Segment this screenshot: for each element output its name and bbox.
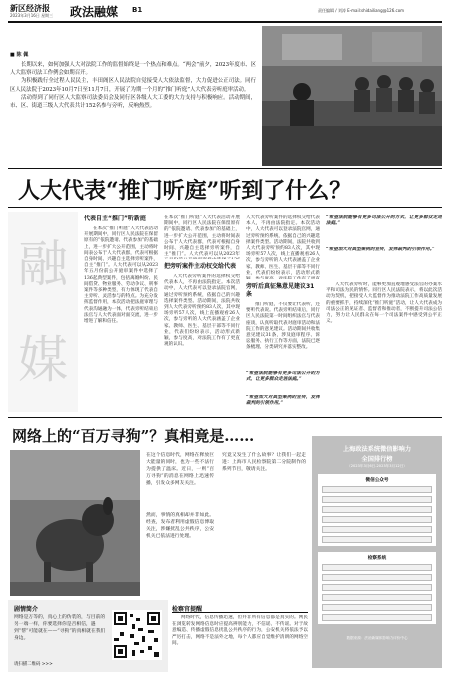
article-column-3 bbox=[246, 215, 320, 412]
article-text: 人大代表旁听案件的选择权交给代表本人，不再由法院指定。本次活动中，人大代表可以登录法院官网，通过旁听预约系统，依据自己的兴趣选择案件类型。活动期间，法院共收到人大代表旁听预约83人次，其中现场旁听57人次，线上直播观看26人次，参与旁听的人大代表涵盖了企业家、教师、医生、基层干部等不同行业，代表们纷纷表示，活动形式新颖，参与度高，对法院工作有了更直观的认识。 bbox=[164, 274, 240, 348]
ranking-table-title: 检察系统 bbox=[367, 556, 387, 561]
side-art bbox=[8, 212, 78, 412]
date-line: 2023年3月16日 星期三 bbox=[10, 13, 54, 18]
lead-paragraph: 为积极践行全过程人民民主，丰田阁区人民法院自觉接受人大依法监督，大力促进公正司法。同行区人民法院于2023年10月7日至11月7日，开展了为期一个月的“推门听庭”人大代表旁听庭审活动。 bbox=[10, 78, 256, 93]
ranking-table-title: 微信公众号 bbox=[365, 478, 389, 483]
ranking-row bbox=[322, 496, 432, 503]
article-column-2 bbox=[164, 215, 240, 412]
qr-code[interactable] bbox=[112, 610, 162, 660]
reminder-rule bbox=[172, 612, 308, 613]
article-text: 在本次“推门听庭”人大代表活动开展期间中，同行区人民法院在保留原有的“依院邀请、代表参加”的基础上，进一步扩大公开范围，主动将时间表公布于人大代表群，代表可根据自身时间、兴趣自主选择旁听案件，自主“推门”。人大代表可以从2023年 bbox=[164, 215, 240, 258]
ad-title: 全国排行榜 bbox=[361, 456, 393, 463]
synopsis-title: 剧情简介 bbox=[14, 606, 39, 613]
synopsis-footer: 请扫描二维码 >>> bbox=[14, 662, 53, 667]
ranking-row bbox=[322, 584, 432, 591]
ranking-ad bbox=[312, 436, 442, 668]
ranking-row bbox=[322, 526, 432, 533]
pull-quote: “希望法院能够有更多司法公开的方式，让更多群众走进法庭。” bbox=[326, 215, 442, 227]
page-number: B1 bbox=[132, 6, 143, 14]
ad-footer: 数据来源：法治新媒体影响力评价中心 bbox=[346, 636, 408, 640]
section-divider bbox=[8, 417, 442, 418]
ranking-row bbox=[322, 536, 432, 543]
article-text: 在本次“推门听庭”人大代表活动开展期间中，同行区人民法院在保留原有的“依院邀请、代表参加”的基础上，进一步扩大公开范围，主动将时间表公布于人大代表群，代表可根据自身时间、兴趣自主选择旁听案件，自主“推门”。人大代表可以从2023年五月份前公开庭审案件中选择了136起典型案件，包括离婚纠纷、民间借贷、物业服务、劳动争议、刑事案件等多种类型，有力体现了代表自主旁听、灵活参与的特点。为充分发挥监督作用，本次活动把法庭审理与代表沟通融为一体，代表旁听结束后法官与人大代表面对面交流，进一步增进了解和信任。 bbox=[84, 226, 158, 325]
synopsis-text: 网络是万等的，真心上的伪装的，与目前的另一端一样，你要选择你是否相信，遇到“帮”可能就在——“寻狗”的真相就在我们身边。 bbox=[14, 615, 106, 641]
ranking-row bbox=[322, 604, 432, 611]
dog-photo bbox=[10, 450, 140, 596]
ranking-row bbox=[322, 516, 432, 523]
lead-text bbox=[10, 61, 256, 165]
lead-paragraph: 长期以来，如何加强人大对法院工作的监督始终是一个热点和难点。“两会”前夕，2023年度市、区人大监察司法工作例会如期召开。 bbox=[10, 62, 256, 77]
header-rule bbox=[8, 21, 442, 23]
ranking-row bbox=[322, 506, 432, 513]
article-text: 推门听庭，不仅要让代表听，还要听代表说。代表旁听结束后，同行区人民法院第一时间组织法官与代表座谈，认真听取代表对庭审活动和法院工作的意见建议。活动期间共收集意见建议31条，涉及庭审程序、诉讼服务、执行工作等方面，法院已逐条梳理、分类研究并落实整改。 bbox=[246, 302, 320, 351]
ranking-row bbox=[322, 594, 432, 601]
side-art-char: 融 bbox=[18, 235, 68, 293]
headline-rule-bottom bbox=[8, 207, 442, 208]
prosecutor-reminder bbox=[172, 600, 308, 672]
subsection-title: 代表自主“推门”听新庭 bbox=[84, 215, 146, 222]
pull-quote: “希望加大对典型案例的宣传，发挥裁判的引领作用。” bbox=[246, 395, 320, 407]
side-art-char: 媒 bbox=[18, 331, 68, 389]
second-story-text: 然而，事情的真相却并非如此。经查，发布者利用虚假信息博取关注，涉嫌扰乱公共秩序，公安机关已依法进行处理。 bbox=[146, 513, 214, 539]
article-text: 人大代表旁听时，能够更加直观地感受法官的办案水平和司法为民的情怀。同行区人民法院表示，将以此次活动为契机，把接受人大监督作为推动法院工作高质量发展的重要抓手，持续深化“推门听庭”活动，让人大代表成为司法公正的见证者、监督者和推动者，不断提升司法公信力，努力让人民群众在每一个司法案件中感受到公平正义。 bbox=[326, 282, 442, 325]
lead-paragraph: 活动得到了同行区人大监察司法委员会及同行区各级人大工委的大力支持与积极响应。活动期间，市、区、街道三级人大代表共计152名参与旁听，反响热烈。 bbox=[10, 94, 256, 110]
headline: 人大代表“推门听庭”听到了什么？ bbox=[18, 178, 352, 204]
author-mark: ■ bbox=[10, 52, 17, 58]
ranking-row bbox=[322, 564, 432, 571]
author-byline bbox=[10, 51, 28, 58]
synopsis-panel bbox=[8, 600, 168, 672]
pull-quote: “希望法院能够有更多司法公开的方式，让更多群众走进法庭。” bbox=[246, 371, 320, 383]
second-story-text: 在这个信息时代，网络在释放巨大能量的同时，也为一些不法行为提供了温床。近日，一则“百万寻狗”的消息在网络上迅速传播，引发众多网友关注。 bbox=[146, 453, 214, 486]
subsection-title: 旁听后真征集意见建议31条 bbox=[246, 283, 315, 298]
article-text: 人大代表旁听案件的选择权交给代表本人，不再由法院指定。本次活动中，人大代表可以登录法院官网，通过旁听预约系统，依据自己的兴趣选择案件类型。活动期间，法院共收到人大代表旁听预约83人次，其中现场旁听57人次，线上直播观看26人次，参与旁听的人大代表涵盖了企业家、教师、医生、基层干部等不同行业，代表们纷纷表示，活动形式新 bbox=[246, 215, 320, 276]
editor-line: 责任编辑 / 刘涛 E-mail:shidailiang@126.com bbox=[318, 8, 405, 13]
second-story-text: 究竟又发生了什么故事？让我们一起走进：上海市人民检察院第二分院制作的系列节目，敬请关注。 bbox=[222, 453, 306, 472]
pull-quote: “希望加大对典型案例的宣传，发挥裁判的引领作用。” bbox=[326, 247, 435, 252]
article-column-4 bbox=[326, 215, 442, 412]
ranking-table bbox=[318, 474, 436, 546]
ad-title: 上海政法系统微信影响力 bbox=[342, 446, 412, 453]
article-column-1 bbox=[84, 215, 158, 412]
section-title: 政法融媒 bbox=[70, 5, 119, 19]
courtroom-photo bbox=[262, 26, 442, 166]
ranking-row bbox=[322, 574, 432, 581]
second-story-title: 网络上的“百万寻狗”？真相竟是…… bbox=[12, 427, 255, 445]
headline-rule-top bbox=[8, 168, 442, 169]
reminder-title: 检察官提醒 bbox=[172, 606, 203, 613]
masthead: 新区经济报 bbox=[10, 3, 50, 13]
ad-date: （2023年3月6日-2023年3月12日） bbox=[347, 464, 407, 468]
subsection-title: 把旁听案件主动权交给代表 bbox=[164, 263, 237, 270]
ranking-row bbox=[322, 486, 432, 493]
ranking-table bbox=[318, 552, 436, 624]
reminder-text: 网络时代，信息传播迅速，但并非所有信息都是真实的。网民在浏览转发网络信息时应提高辨别能力，不信谣、不传谣。对于故意编造、传播虚假信息扰乱公共秩序的行为，公安机关将依法予以严厉打击，网络不是法外之地，每个人都应自觉维护清朗的网络空间。 bbox=[172, 615, 308, 647]
ranking-row bbox=[322, 614, 432, 621]
author-name: 陈 佩 bbox=[16, 52, 29, 58]
